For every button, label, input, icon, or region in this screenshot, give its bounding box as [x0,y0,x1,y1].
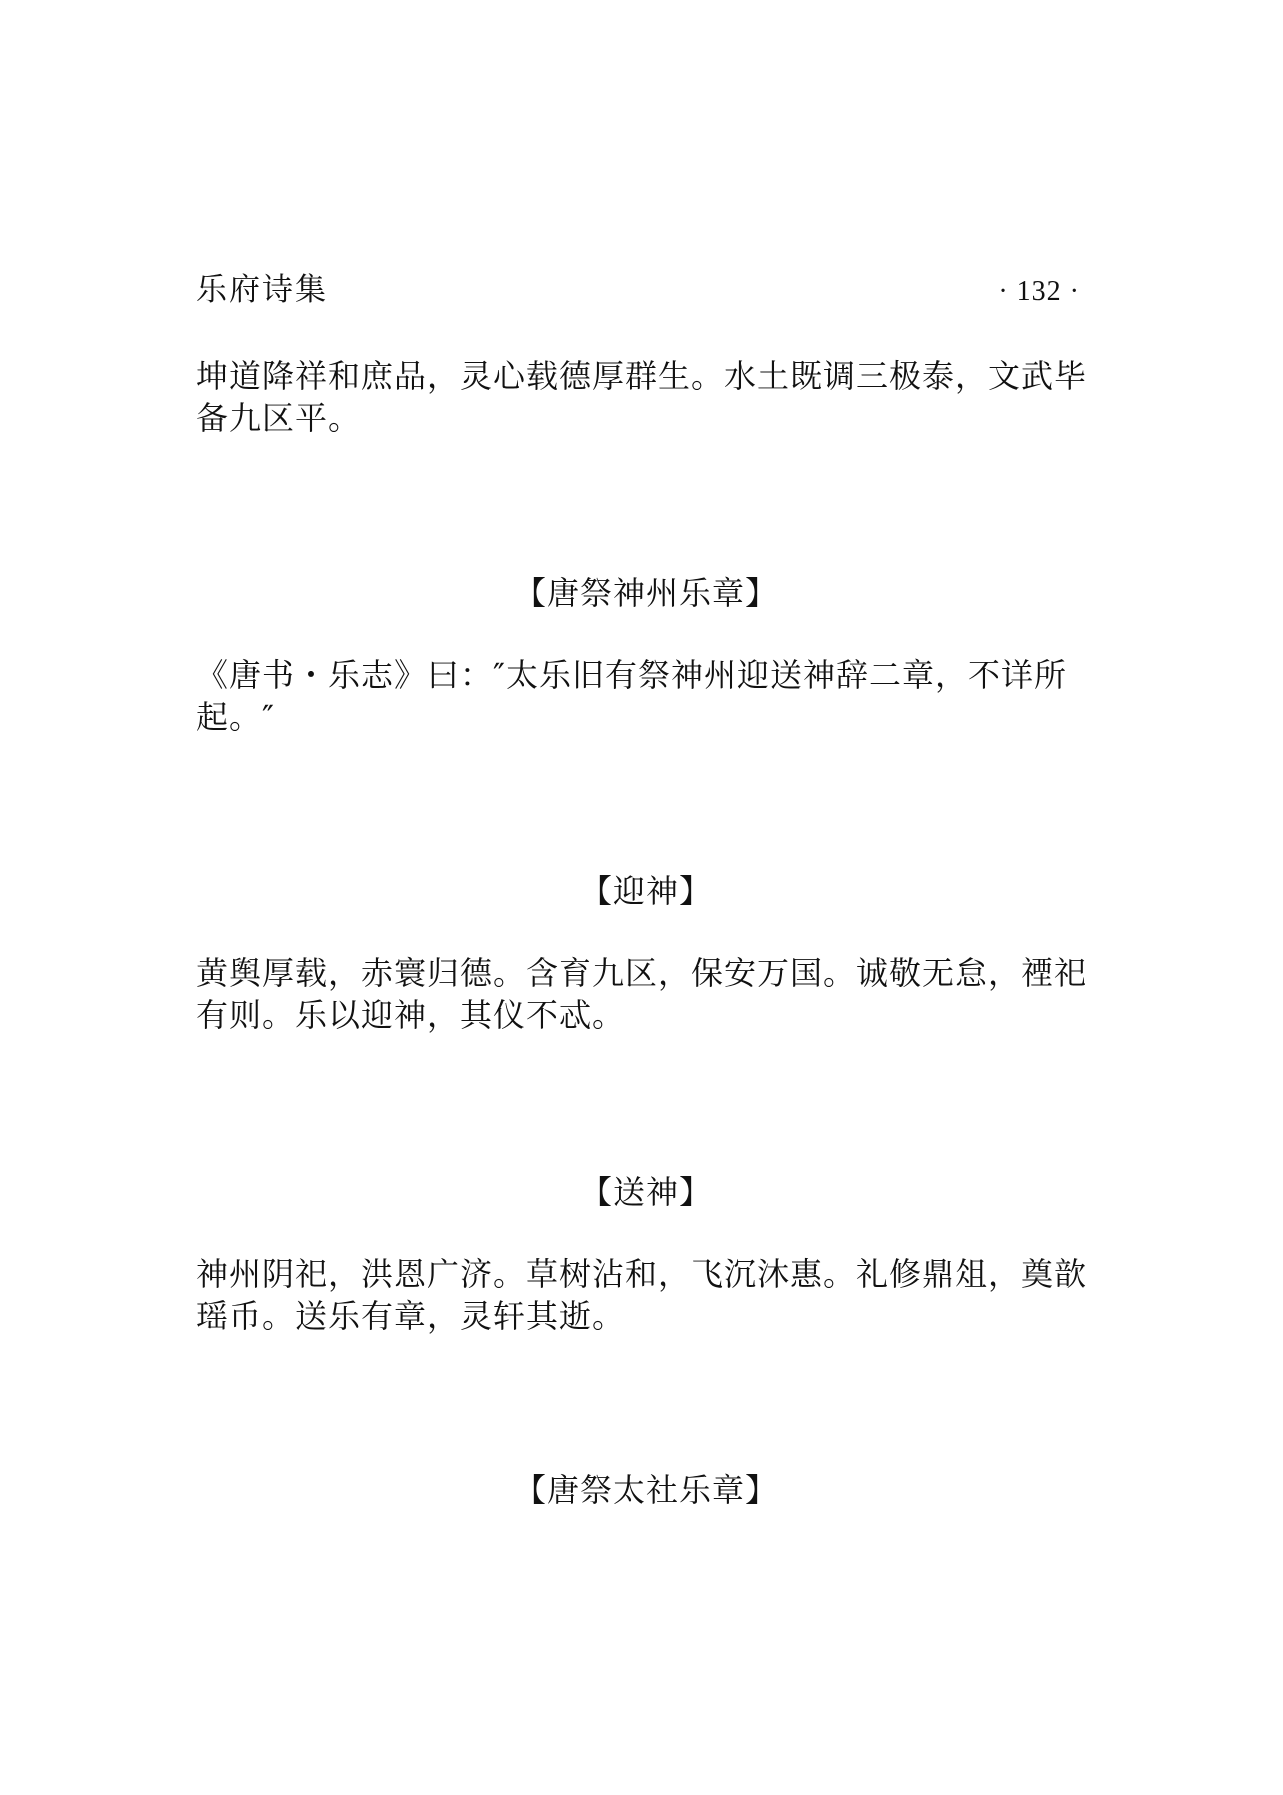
running-header-title: 乐府诗集 [196,272,328,308]
section-heading-tang-ji-shenzhou: 【唐祭神州乐章】 [513,574,778,612]
section-heading-song-shen: 【送神】 [579,1173,712,1211]
section-heading-ying-shen: 【迎神】 [579,872,712,910]
intro-paragraph: 《唐书・乐志》曰：″太乐旧有祭神州迎送神辞二章，不详所起。″ [196,656,1067,736]
section-heading-tang-ji-taishe: 【唐祭太社乐章】 [513,1471,778,1509]
page-number: · 132 · [998,276,1080,307]
poem-paragraph-1: 坤道降祥和庶品，灵心载德厚群生。水土既调三极泰，文武毕备九区平。 [196,357,1088,437]
poem-paragraph-song-shen: 神州阴祀，洪恩广济。草树沾和，飞沉沐惠。礼修鼎俎，奠歆瑶币。送乐有章，灵轩其逝。 [196,1255,1088,1335]
poem-paragraph-ying-shen: 黄舆厚载，赤寰归德。含育九区，保安万国。诚敬无怠，禋祀有则。乐以迎神，其仪不忒。 [196,954,1088,1034]
